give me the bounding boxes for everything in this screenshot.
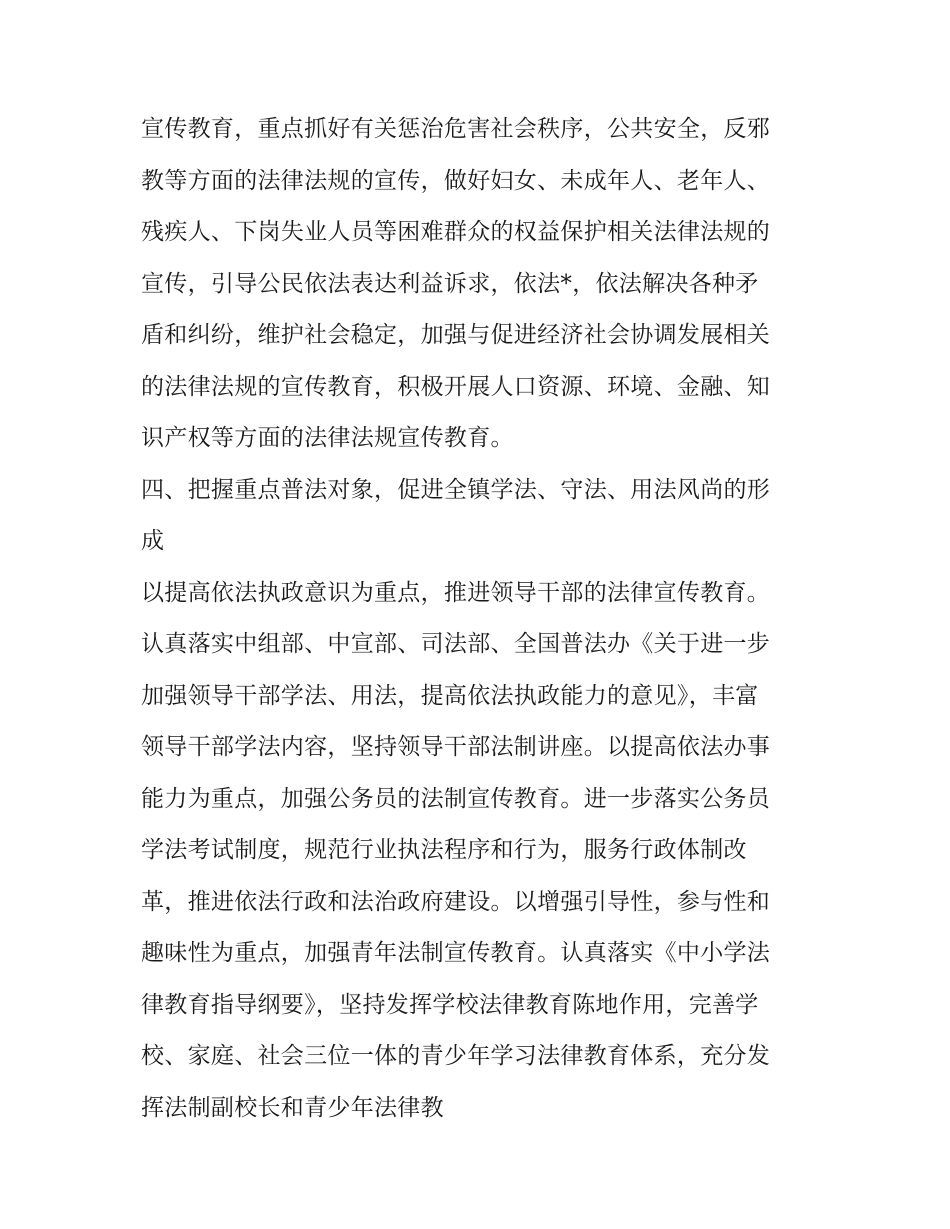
text-line: 认真落实中组部、中宣部、司法部、全国普法办《关于进一步 <box>141 631 771 657</box>
text-line: 革，推进依法行政和法治政府建设。以增强引导性，参与性和 <box>141 888 771 915</box>
text-line: 的法律法规的宣传教育，积极开展人口资源、环境、金融、知 <box>141 373 771 400</box>
text-line: 挥法制副校长和青少年法律教 <box>141 1094 444 1121</box>
text-line: 学法考试制度，规范行业执法程序和行为，服务行政体制改 <box>141 837 747 863</box>
text-line: 教等方面的法律法规的宣传，做好妇女、未成年人、老年人、 <box>141 167 771 194</box>
text-line: 以提高依法执政意识为重点，推进领导干部的法律宣传教育。 <box>141 579 771 606</box>
text-line: 宣传，引导公民依法表达利益诉求，依法*，依法解决各种矛 <box>141 270 759 297</box>
text-line: 识产权等方面的法律法规宣传教育。 <box>141 425 514 451</box>
text-line: 残疾人、下岗失业人员等困难群众的权益保护相关法律法规的 <box>141 219 771 245</box>
text-line: 校、家庭、社会三位一体的青少年学习法律教育体系，充分发 <box>141 1043 771 1069</box>
text-line: 能力为重点，加强公务员的法制宣传教育。进一步落实公务员 <box>141 785 771 812</box>
text-line: 领导干部学法内容，坚持领导干部法制讲座。以提高依法办事 <box>141 734 771 760</box>
text-line: 加强领导干部学法、用法，提高依法执政能力的意见》，丰富 <box>141 682 759 709</box>
text-line: 宣传教育，重点抓好有关惩治危害社会秩序，公共安全，反邪 <box>141 116 771 142</box>
section-heading-line: 四、把握重点普法对象，促进全镇学法、守法、用法风尚的形 <box>141 476 771 503</box>
text-line: 律教育指导纲要》，坚持发挥学校法律教育陈地作用，完善学 <box>141 991 759 1018</box>
text-line: 趣味性为重点，加强青年法制宣传教育。认真落实《中小学法 <box>141 940 771 966</box>
document-body <box>141 104 821 1134</box>
section-heading-line: 成 <box>141 528 165 554</box>
text-line: 盾和纠纷，维护社会稳定，加强与促进经济社会协调发展相关 <box>141 322 771 348</box>
